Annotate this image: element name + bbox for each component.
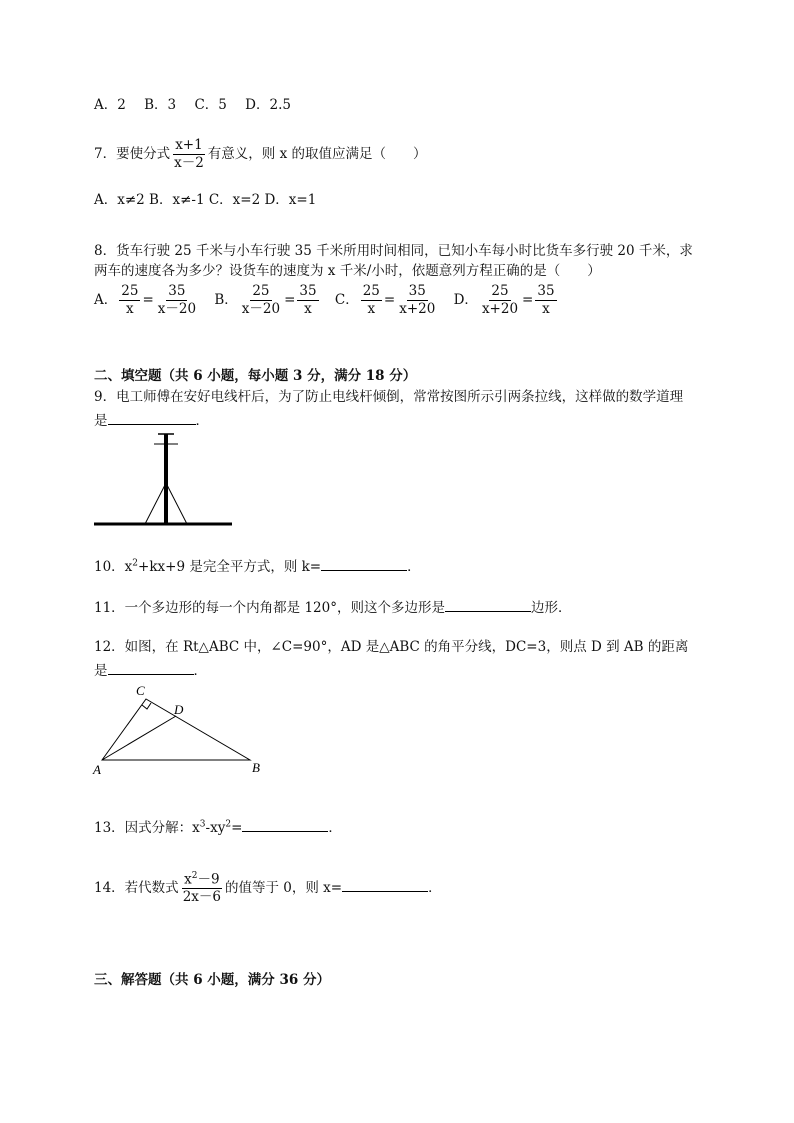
q8-option-d <box>453 283 559 317</box>
q8-c-den1: x <box>367 300 376 317</box>
q13-prefix: 13．因式分解：x <box>94 820 200 836</box>
question-10 <box>94 556 421 575</box>
q8-option-a <box>94 283 204 317</box>
q9-line1: 9．电工师傅在安好电线杆后，为了防止电线杆倾倒，常常按图所示引两条拉线，这样做的数学道理 <box>94 389 684 405</box>
q8-b-label: B． <box>214 291 238 308</box>
q8-b-eq: = <box>284 291 296 308</box>
question-7 <box>94 138 427 171</box>
q8-c-num2: 35 <box>408 283 426 299</box>
q12-line2-suffix: ． <box>193 663 207 679</box>
label-a: A <box>93 762 101 777</box>
q14-end: ． <box>428 880 442 897</box>
q8-d-num1: 25 <box>491 283 509 299</box>
q14-num-rest: －9 <box>197 871 220 888</box>
q13-answer-blank <box>242 817 328 832</box>
q10-prefix: 10．x <box>94 559 133 575</box>
q9-line2-suffix: ． <box>195 413 209 429</box>
q6-option-c: C．5 <box>194 97 227 113</box>
q8-a-frac2 <box>156 284 198 317</box>
utility-pole-figure <box>90 428 240 530</box>
q8-d-frac2 <box>535 284 556 317</box>
q7-prefix: 7．要使分式 <box>94 145 171 162</box>
q11-suffix: 边形． <box>531 600 572 616</box>
section-2-title: 二、填空题（共 6 小题，每小题 3 分，满分 18 分） <box>94 368 417 384</box>
q8-a-den1: x <box>126 300 134 317</box>
q8-d-den2: x <box>542 300 550 317</box>
q8-d-num2: 35 <box>537 283 555 299</box>
q11-answer-blank <box>445 597 531 612</box>
q7-options: A．x≠2 B．x≠-1 C．x=2 D．x=1 <box>94 192 317 208</box>
q9-line2 <box>94 410 209 429</box>
q8-a-frac1 <box>119 284 140 317</box>
q8-option-c <box>334 283 444 317</box>
question-11 <box>94 597 572 616</box>
question-13 <box>94 817 342 836</box>
q8-d-frac1 <box>480 284 520 317</box>
q9-line2-prefix: 是 <box>94 413 108 429</box>
guy-wire-left <box>145 483 166 524</box>
q8-a-num1: 25 <box>121 283 139 299</box>
q14-num-exponent: 2 <box>191 871 198 881</box>
q8-a-num2: 35 <box>168 283 186 299</box>
q6-option-a: A．2 <box>94 97 126 113</box>
q10-suffix: ． <box>407 559 421 575</box>
q7-fraction <box>172 138 206 171</box>
q8-c-label: C． <box>334 291 359 308</box>
q10-exponent: 2 <box>132 558 139 569</box>
section-3-title: 三、解答题（共 6 小题，满分 36 分） <box>94 972 330 988</box>
q13-suffix: ． <box>328 820 342 836</box>
q8-b-frac2 <box>297 284 318 317</box>
q8-c-frac1 <box>361 284 382 317</box>
q14-suffix: 的值等于 0，则 x= <box>224 880 343 897</box>
q8-line1: 8．货车行驶 25 千米与小车行驶 35 千米所用时间相同，已知小车每小时比货车多行驶 20 千米，求 <box>94 243 693 259</box>
q6-option-d: D．2.5 <box>245 97 291 113</box>
q8-b-den2: x <box>304 300 312 317</box>
guy-wire-right <box>166 483 187 524</box>
q11-prefix: 11．一个多边形的每一个内角都是 120°，则这个多边形是 <box>94 600 445 616</box>
q8-d-den1: x+20 <box>481 300 519 317</box>
q8-a-eq: = <box>142 291 154 308</box>
q10-answer-blank <box>321 556 407 571</box>
right-angle-mark <box>142 703 151 709</box>
q13-exponent-1: 3 <box>199 819 206 830</box>
q12-line1: 12．如图，在 Rt△ABC 中，∠C=90°，AD 是△ABC 的角平分线，DC=3，则点 D 到 AB 的距离 <box>94 639 689 655</box>
q7-numerator: x+1 <box>175 137 203 153</box>
q14-num-base: x <box>184 871 192 888</box>
q8-c-den2: x+20 <box>399 300 436 317</box>
q7-denominator: x－2 <box>174 154 204 171</box>
q8-d-eq: = <box>522 291 534 308</box>
q12-line2-prefix: 是 <box>94 663 108 679</box>
q14-numerator <box>182 872 221 889</box>
q8-d-label: D． <box>453 291 478 308</box>
question-14 <box>94 872 442 905</box>
q8-b-den1: x－20 <box>241 300 281 317</box>
label-b: B <box>252 760 260 775</box>
q13-equals: = <box>231 820 243 836</box>
q8-options <box>94 284 559 317</box>
q8-a-label: A． <box>94 291 118 308</box>
q8-c-eq: = <box>383 291 396 308</box>
q14-denominator: 2x－6 <box>182 889 221 906</box>
q8-b-num2: 35 <box>299 283 317 299</box>
q14-fraction <box>181 872 223 905</box>
q13-exponent-2: 2 <box>225 819 232 830</box>
label-d: D <box>174 702 184 717</box>
q8-option-b <box>214 283 325 317</box>
q14-answer-blank <box>342 877 428 892</box>
q6-options <box>94 97 305 113</box>
q8-line2: 两车的速度各为多少？设货车的速度为 x 千米/小时，依题意列方程正确的是（ ） <box>94 263 601 279</box>
q10-middle: +kx+9 是完全平方式，则 k= <box>138 559 322 575</box>
q8-c-frac2 <box>397 284 437 317</box>
q8-b-num1: 25 <box>252 283 270 299</box>
q8-c-num1: 25 <box>362 283 380 299</box>
q12-line2 <box>94 660 207 679</box>
q8-a-den2: x－20 <box>157 300 197 317</box>
q13-middle: -xy <box>205 820 226 836</box>
q9-answer-blank <box>108 410 196 425</box>
q12-answer-blank <box>108 660 194 675</box>
label-c: C <box>136 683 145 698</box>
q7-suffix: 有意义，则 x 的取值应满足（ ） <box>207 145 427 162</box>
angle-bisector-ad <box>102 716 176 760</box>
q14-prefix: 14．若代数式 <box>94 880 179 897</box>
triangle-figure <box>90 680 270 778</box>
q8-b-frac1 <box>240 284 282 317</box>
q6-option-b: B．3 <box>144 97 177 113</box>
